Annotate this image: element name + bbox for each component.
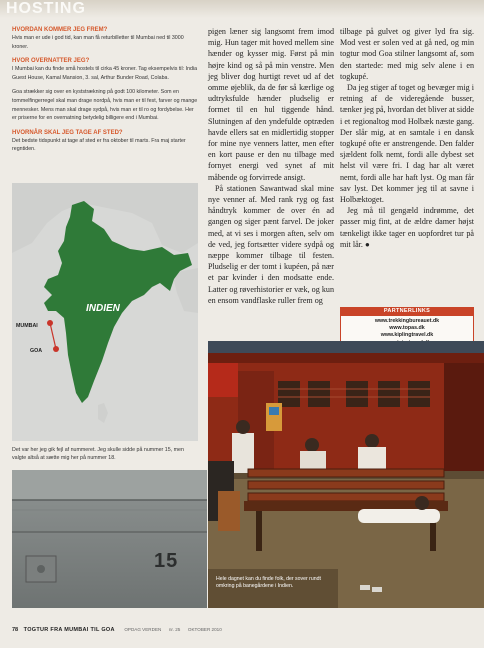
plate-number: 15 bbox=[154, 550, 179, 572]
header-band-text: HOSTING bbox=[6, 0, 86, 17]
page-footer bbox=[12, 625, 472, 635]
map-city-mumbai: MUMBAI bbox=[16, 323, 38, 329]
goa-marker bbox=[53, 346, 59, 352]
article-paragraph: tilbage på gulvet og giver lyd fra sig. Mod vest er solen ved at gå ned, og min togtur mod Goa stilner langsomt af, som den startede: med mig selv alene i en togkupé. bbox=[340, 27, 474, 81]
article-paragraph: pigen læner sig langsomt frem imod mig. Hun tager mit hoved mellem sine hænder og kysser mig. Først på min højre kind og så på min venstre. Men jeg bliver dog hurtigt revet ud af det omme øjeblik, da de før så kærlige og udtryksfulde hænder pludselig er formet til en hul tiggende hånd. Slutningen af den yndefulde optræden havde ellers sat en midlertidig stopper for mine nye venners latter, men efter en kort pause er den nu tilbage med fornyet energi ved synet af mit måbende og forvirrede ansigt. bbox=[208, 27, 334, 182]
q3-text: Det bedste tidspunkt at tage af sted er fra oktober til marts. Fra maj starter regntiden. bbox=[12, 137, 186, 153]
page-number: 78 bbox=[12, 627, 19, 633]
station-photo-caption: Hele dagnet kan du finde folk, der sover rundt omkring på banegårdene i Indien. bbox=[216, 576, 321, 590]
footer-date: OKTOBER 2010 bbox=[187, 627, 222, 632]
q2-heading: HVOR OVERNATTER JEG? bbox=[12, 58, 90, 65]
partner-link[interactable]: www.topas.dk bbox=[389, 325, 425, 332]
station-photo bbox=[208, 341, 484, 608]
header-band bbox=[0, 0, 484, 18]
map-caption: Det var her jeg gik fejl af nummeret. Jeg skulle sidde på nummer 15, men valgte altså at sætte mig her på nummer 18. bbox=[12, 447, 184, 461]
footer-title: TOGTUR FRA MUMBAI TIL GOA bbox=[23, 627, 115, 633]
article-column-3 bbox=[340, 26, 474, 250]
q2-text-1: I Mumbai kan du finde små hostels til cirka 45 kroner. Tag eksempelvis til: India Guest House, Kamal Mansion, 3. sal, Arthur Bunder Road, Colaba. bbox=[12, 66, 198, 81]
mumbai-marker bbox=[47, 320, 53, 326]
article-column-2 bbox=[208, 26, 334, 306]
map-city-goa: GOA bbox=[30, 348, 43, 354]
map-country-label: INDIEN bbox=[86, 303, 120, 314]
partner-link[interactable]: www.trekkingbureauet.dk bbox=[374, 318, 440, 324]
article-paragraph: På stationen Sawantwad skal mine nye venner af. Med rank ryg og fast håndtryk kommer de over én ad gangen og siger pænt farvel. De joker med, at vi ses i morgen aften, selv om de ved, jeg fortsætter videre sydpå og næppe kommer tilbage til festen. Pludselig er der tomt i kupéen, på nær et par kvinder i den modsatte ende. Latter og røverhistorier er væk, og kun en ensom vandflaske ruller frem og bbox=[208, 183, 334, 305]
india-map bbox=[12, 183, 198, 441]
train-plate-photo bbox=[12, 470, 207, 608]
q2-text-2: Goa strækker sig over en kyststrækning på godt 100 kilometer. Som en tommelfingerregel skal man drage nordpå, hvis man er til fest, farver og mange mennesker. Mens man skal drage sydpå, hvis man er til ro og fordybelse. Her er priserne for en overnatning betydelig billigere end i Mumbai. bbox=[12, 89, 198, 122]
article-paragraph: Jeg må til gengæld indrømme, det passer mig fint, at de ældre damer højst tænkeligt ikke tager en uopfordret tur på mit lår. ● bbox=[340, 206, 474, 249]
info-sidebar bbox=[12, 26, 198, 160]
q3-heading: HVORNÅR SKAL JEG TAGE AF STED? bbox=[12, 129, 123, 136]
partner-link[interactable]: www.kiplingtravel.dk bbox=[380, 332, 434, 339]
footer-issue: nr. 25 bbox=[168, 627, 181, 632]
partner-links-heading: PARTNERLINKS bbox=[340, 307, 474, 316]
q1-heading: HVORDAN KOMMER JEG FREM? bbox=[12, 27, 108, 33]
footer-section: OPDAG VERDEN bbox=[124, 627, 162, 632]
q1-text: Hvis man er ude i god tid, kan man få returbilletter til Mumbai ned til 3000 kroner. bbox=[12, 35, 184, 50]
article-paragraph: Da jeg stiger af toget og bevæger mig i retning af de videregående busser, tænker jeg på, hvordan det bliver at sidde i et regionaltog mod Holbæk næste gang. Der slår mig, at en samtale i en dansk togkupé ofte er anstrengende. Den falder sjældent folk nemt, fordi alle dybest set helst vil være fri. I dag har alt været nemt, fordi alle har haft lyst. Og man får sav lyst. Det kommer jeg til at savne i Holbæktoget. bbox=[340, 83, 474, 205]
